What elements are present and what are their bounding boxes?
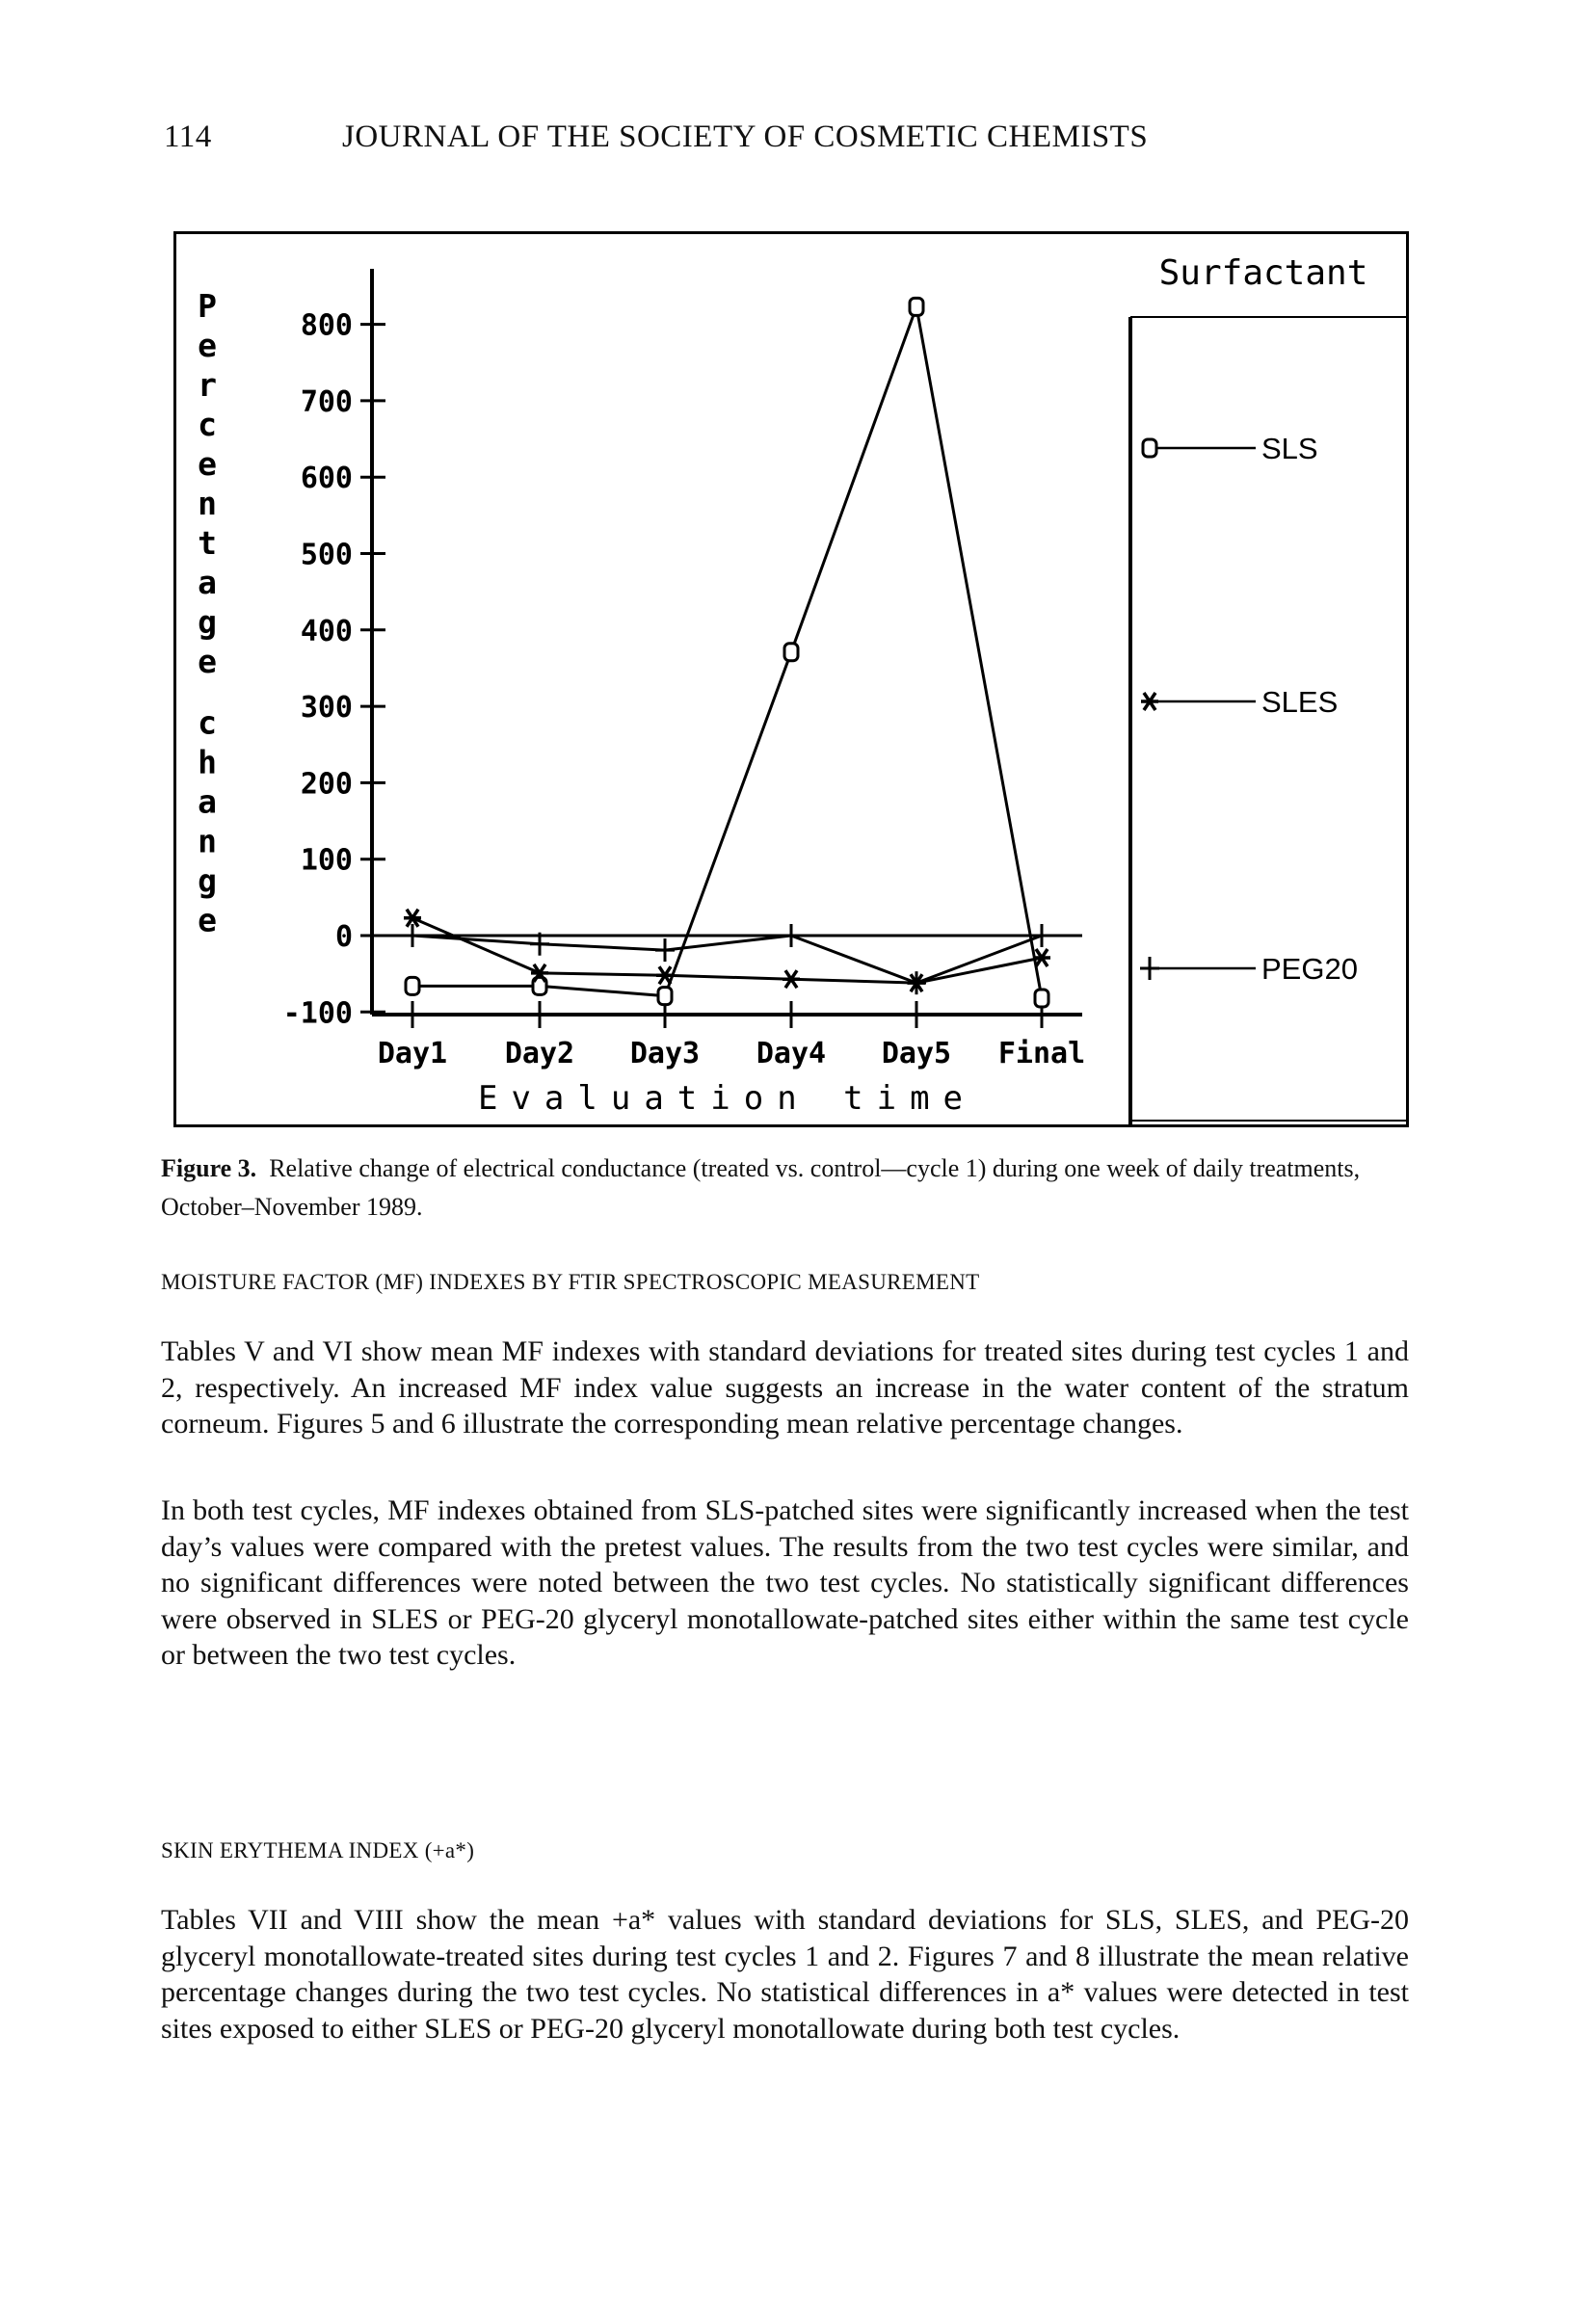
y-axis-title-letter: e xyxy=(198,445,217,483)
marker-sles xyxy=(1033,949,1050,966)
section-heading-erythema: SKIN ERYTHEMA INDEX (+a*) xyxy=(161,1838,475,1862)
x-tick-label: Final xyxy=(997,1037,1086,1070)
y-axis-title-letter: e xyxy=(198,901,217,939)
paragraph-moisture-1: Tables V and VI show mean MF indexes with standard deviations for treated sites during test cycles 1 and 2, respectively. An increased MF index value suggests an increase in the water content of the stratum corneum. Figures 5 and 6 illustrate the corresponding mean relative percentage changes. xyxy=(161,1335,1409,1439)
paragraph-moisture-2: In both test cycles, MF indexes obtained from SLS-patched sites were significantly increased when the test day’s values were compared with the pretest values. The results from the two test cycles were similar, and no significant differences were noted between the two test cycles. No statistically significant differences were observed in SLES or PEG-20 glyceryl monotallowate-patched sites either within the same test cycle or between the two test cycles. xyxy=(161,1494,1409,1671)
y-tick-label: 300 xyxy=(300,691,353,726)
y-axis-title-letter: c xyxy=(198,703,217,742)
y-tick-label: 500 xyxy=(300,538,353,572)
caption-label: Figure 3. xyxy=(161,1154,257,1182)
y-tick-label: 0 xyxy=(334,920,353,954)
y-axis-title-letter: a xyxy=(198,782,217,821)
y-tick-label: 700 xyxy=(300,384,353,419)
y-tick-label: 200 xyxy=(300,767,353,802)
legend-marker-sls xyxy=(1143,439,1156,457)
caption-text: Relative change of electrical conductance (treated vs. control—cycle 1) during one week of daily treatments, October–November 1989. xyxy=(161,1154,1361,1221)
marker-peg20 xyxy=(907,971,926,994)
y-tick-label: -100 xyxy=(282,996,353,1031)
x-tick-label: Day5 xyxy=(881,1037,952,1070)
legend-label-sles: SLES xyxy=(1261,685,1339,719)
y-axis-title-letter: t xyxy=(198,524,217,562)
marker-sls xyxy=(784,644,798,661)
journal-title: JOURNAL OF THE SOCIETY OF COSMETIC CHEMISTS xyxy=(342,119,1149,154)
marker-sls xyxy=(1035,990,1048,1007)
marker-peg20 xyxy=(782,924,801,947)
y-tick-label: 800 xyxy=(300,308,353,343)
y-axis-title-letter: e xyxy=(198,643,217,680)
marker-sles xyxy=(783,970,800,988)
figure-3-chart xyxy=(173,231,1409,1127)
y-axis-title-letter: h xyxy=(198,743,217,781)
y-tick-label: 600 xyxy=(300,462,353,496)
y-axis-title-letter: c xyxy=(198,406,217,443)
series-line-sles xyxy=(412,918,1042,983)
y-axis-title-letter: e xyxy=(198,327,217,364)
legend-label-sls: SLS xyxy=(1261,432,1318,465)
page-number: 114 xyxy=(164,119,212,154)
legend-marker-sles xyxy=(1141,693,1158,710)
marker-sls xyxy=(658,988,672,1005)
marker-sles xyxy=(656,966,674,984)
line-chart xyxy=(176,234,1406,1124)
x-axis-title: Evaluation time xyxy=(477,1079,977,1118)
figure-caption xyxy=(161,1149,1409,1227)
y-axis-title-letter: P xyxy=(198,287,217,325)
y-axis-title-letter: g xyxy=(198,861,217,900)
y-axis-title-letter: n xyxy=(198,485,217,522)
section-heading-moisture: MOISTURE FACTOR (MF) INDEXES BY FTIR SPECTROSCOPIC MEASUREMENT xyxy=(161,1270,980,1294)
marker-peg20 xyxy=(1032,924,1051,947)
x-tick-label: Day2 xyxy=(504,1037,575,1070)
marker-peg20 xyxy=(655,938,675,962)
x-tick-label: Day4 xyxy=(756,1037,827,1070)
x-tick-label: Day1 xyxy=(377,1037,448,1070)
series-line-sls xyxy=(412,306,1042,998)
y-axis-title-letter: n xyxy=(198,822,217,860)
marker-peg20 xyxy=(403,924,422,947)
marker-sls xyxy=(910,298,923,315)
marker-sls xyxy=(406,977,419,994)
legend-label-peg20: PEG20 xyxy=(1261,952,1358,986)
y-axis-title-letter: r xyxy=(198,366,217,404)
x-tick-label: Day3 xyxy=(629,1037,701,1070)
legend-title: Surfactant xyxy=(1158,253,1368,293)
y-tick-label: 100 xyxy=(300,843,353,878)
y-axis-title-letter: a xyxy=(198,564,217,601)
y-axis-title-letter: g xyxy=(198,603,217,641)
y-tick-label: 400 xyxy=(300,614,353,648)
paragraph-erythema-1: Tables VII and VIII show the mean +a* values with standard deviations for SLS, SLES, and PEG-20 glyceryl monotallowate-treated sites during test cycles 1 and 2. Figures 7 and 8 illustrate the mean relative percentage changes during the two test cycles. No statistical differences in a* values were detected in test sites exposed to either SLES or PEG-20 glyceryl monotallowate during both test cycles. xyxy=(161,1904,1409,2045)
legend-marker-peg20 xyxy=(1140,957,1159,980)
